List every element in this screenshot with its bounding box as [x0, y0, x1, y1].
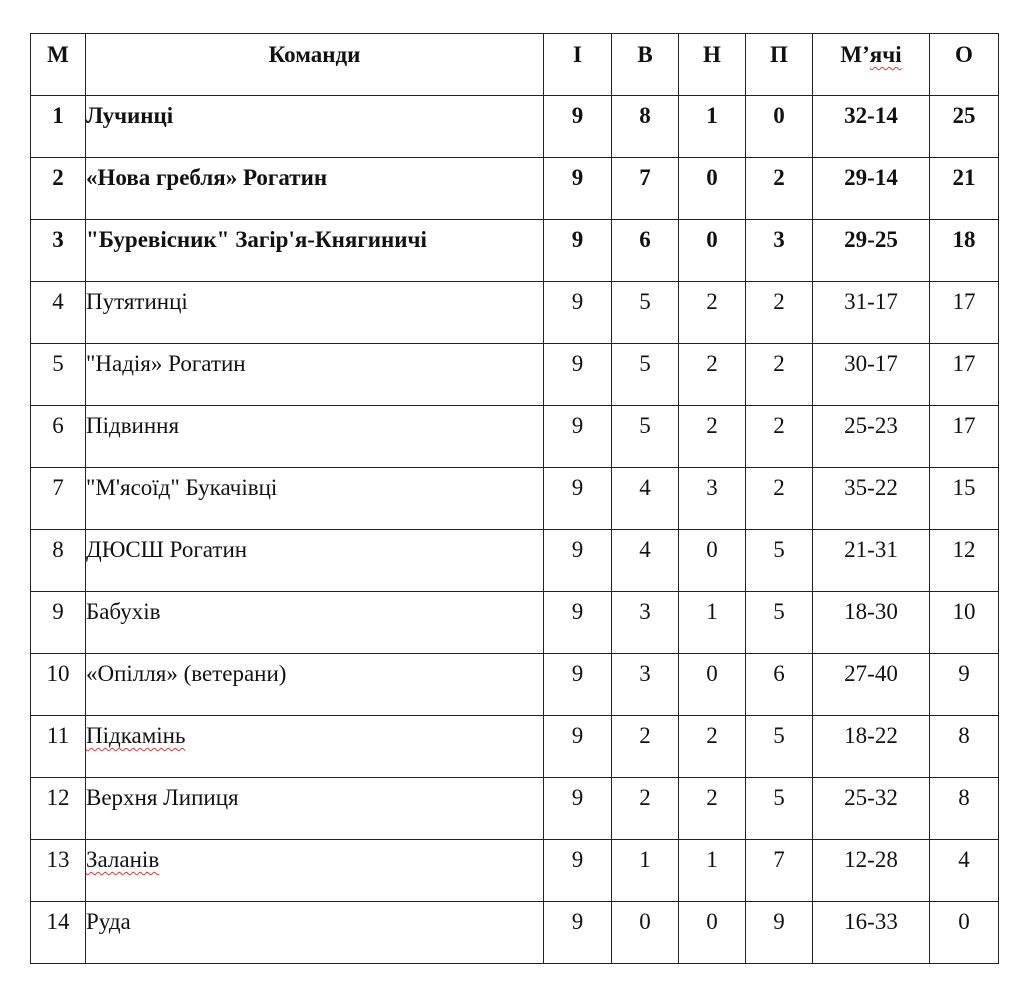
cell-played: 9 [544, 530, 612, 592]
cell-wins: 3 [612, 592, 679, 654]
cell-losses: 0 [746, 96, 813, 158]
cell-goals: 12-28 [813, 840, 930, 902]
cell-losses: 9 [746, 902, 813, 964]
cell-goals: 16-33 [813, 902, 930, 964]
header-goals [813, 34, 930, 96]
cell-place: 7 [31, 468, 86, 530]
cell-points: 10 [930, 592, 999, 654]
cell-team: "М'ясоїд" Букачівці [86, 468, 544, 530]
cell-draws: 0 [679, 902, 746, 964]
cell-played: 9 [544, 96, 612, 158]
cell-losses: 5 [746, 778, 813, 840]
cell-goals: 30-17 [813, 344, 930, 406]
cell-played: 9 [544, 344, 612, 406]
cell-place: 6 [31, 406, 86, 468]
header-place: М [31, 34, 86, 96]
cell-place: 2 [31, 158, 86, 220]
cell-goals: 25-23 [813, 406, 930, 468]
header-goals-label: М’ячі [840, 42, 902, 67]
cell-points: 25 [930, 96, 999, 158]
cell-goals: 31-17 [813, 282, 930, 344]
cell-losses: 2 [746, 282, 813, 344]
cell-wins: 8 [612, 96, 679, 158]
cell-team: "Надія» Рогатин [86, 344, 544, 406]
table-row [31, 158, 999, 220]
cell-draws: 1 [679, 96, 746, 158]
table-row [31, 96, 999, 158]
cell-losses: 2 [746, 468, 813, 530]
cell-place: 13 [31, 840, 86, 902]
cell-wins: 7 [612, 158, 679, 220]
table-row [31, 220, 999, 282]
cell-draws: 1 [679, 840, 746, 902]
cell-wins: 5 [612, 344, 679, 406]
cell-draws: 0 [679, 530, 746, 592]
cell-team: Бабухів [86, 592, 544, 654]
cell-wins: 4 [612, 530, 679, 592]
table-row [31, 654, 999, 716]
table-row [31, 406, 999, 468]
cell-team: Путятинці [86, 282, 544, 344]
cell-losses: 5 [746, 716, 813, 778]
header-wins: В [612, 34, 679, 96]
cell-team: ДЮСШ Рогатин [86, 530, 544, 592]
cell-goals: 35-22 [813, 468, 930, 530]
cell-draws: 2 [679, 406, 746, 468]
table-row [31, 344, 999, 406]
table-row [31, 778, 999, 840]
cell-wins: 6 [612, 220, 679, 282]
cell-wins: 5 [612, 282, 679, 344]
cell-played: 9 [544, 220, 612, 282]
cell-played: 9 [544, 654, 612, 716]
cell-place: 4 [31, 282, 86, 344]
cell-draws: 2 [679, 282, 746, 344]
cell-place: 8 [31, 530, 86, 592]
cell-place: 14 [31, 902, 86, 964]
cell-team [86, 716, 544, 778]
cell-points: 0 [930, 902, 999, 964]
table-row [31, 530, 999, 592]
cell-wins: 5 [612, 406, 679, 468]
cell-team [86, 840, 544, 902]
cell-place: 10 [31, 654, 86, 716]
cell-losses: 7 [746, 840, 813, 902]
cell-losses: 2 [746, 158, 813, 220]
cell-points: 9 [930, 654, 999, 716]
cell-points: 17 [930, 344, 999, 406]
cell-goals: 27-40 [813, 654, 930, 716]
cell-goals: 18-30 [813, 592, 930, 654]
cell-goals: 32-14 [813, 96, 930, 158]
table-row [31, 716, 999, 778]
cell-losses: 3 [746, 220, 813, 282]
cell-place: 9 [31, 592, 86, 654]
cell-team: Руда [86, 902, 544, 964]
cell-points: 17 [930, 282, 999, 344]
cell-wins: 1 [612, 840, 679, 902]
cell-draws: 2 [679, 344, 746, 406]
cell-played: 9 [544, 592, 612, 654]
cell-team: «Опілля» (ветерани) [86, 654, 544, 716]
cell-team: Верхня Липиця [86, 778, 544, 840]
header-losses: П [746, 34, 813, 96]
cell-played: 9 [544, 468, 612, 530]
cell-draws: 2 [679, 716, 746, 778]
cell-draws: 0 [679, 220, 746, 282]
cell-goals: 18-22 [813, 716, 930, 778]
cell-played: 9 [544, 158, 612, 220]
cell-played: 9 [544, 902, 612, 964]
team-name-spellcheck: Заланів [86, 847, 160, 872]
cell-goals: 29-14 [813, 158, 930, 220]
cell-wins: 4 [612, 468, 679, 530]
table-row [31, 592, 999, 654]
cell-team: «Нова гребля» Рогатин [86, 158, 544, 220]
cell-wins: 3 [612, 654, 679, 716]
cell-losses: 6 [746, 654, 813, 716]
cell-losses: 2 [746, 344, 813, 406]
cell-place: 5 [31, 344, 86, 406]
cell-points: 8 [930, 716, 999, 778]
cell-draws: 1 [679, 592, 746, 654]
cell-played: 9 [544, 778, 612, 840]
cell-points: 17 [930, 406, 999, 468]
cell-wins: 2 [612, 778, 679, 840]
header-team: Команди [86, 34, 544, 96]
cell-played: 9 [544, 282, 612, 344]
table-row [31, 468, 999, 530]
cell-draws: 2 [679, 778, 746, 840]
header-draws: Н [679, 34, 746, 96]
cell-points: 4 [930, 840, 999, 902]
table-row [31, 840, 999, 902]
table-row [31, 902, 999, 964]
cell-place: 12 [31, 778, 86, 840]
cell-place: 3 [31, 220, 86, 282]
header-goals-spellcheck: ячі [869, 42, 902, 67]
cell-team: Підвиння [86, 406, 544, 468]
cell-losses: 5 [746, 530, 813, 592]
header-row [31, 34, 999, 96]
cell-draws: 3 [679, 468, 746, 530]
cell-place: 11 [31, 716, 86, 778]
cell-points: 15 [930, 468, 999, 530]
team-name-spellcheck: Підкамінь [86, 723, 186, 748]
cell-points: 8 [930, 778, 999, 840]
cell-losses: 5 [746, 592, 813, 654]
cell-team: Лучинці [86, 96, 544, 158]
cell-goals: 29-25 [813, 220, 930, 282]
standings-table [30, 33, 999, 964]
cell-losses: 2 [746, 406, 813, 468]
cell-place: 1 [31, 96, 86, 158]
cell-wins: 2 [612, 716, 679, 778]
cell-wins: 0 [612, 902, 679, 964]
cell-team: "Буревісник" Загір'я-Княгиничі [86, 220, 544, 282]
cell-played: 9 [544, 840, 612, 902]
cell-goals: 25-32 [813, 778, 930, 840]
cell-points: 12 [930, 530, 999, 592]
header-played: І [544, 34, 612, 96]
header-points: О [930, 34, 999, 96]
cell-points: 21 [930, 158, 999, 220]
cell-goals: 21-31 [813, 530, 930, 592]
cell-draws: 0 [679, 158, 746, 220]
cell-draws: 0 [679, 654, 746, 716]
cell-played: 9 [544, 716, 612, 778]
table-row [31, 282, 999, 344]
cell-points: 18 [930, 220, 999, 282]
cell-played: 9 [544, 406, 612, 468]
